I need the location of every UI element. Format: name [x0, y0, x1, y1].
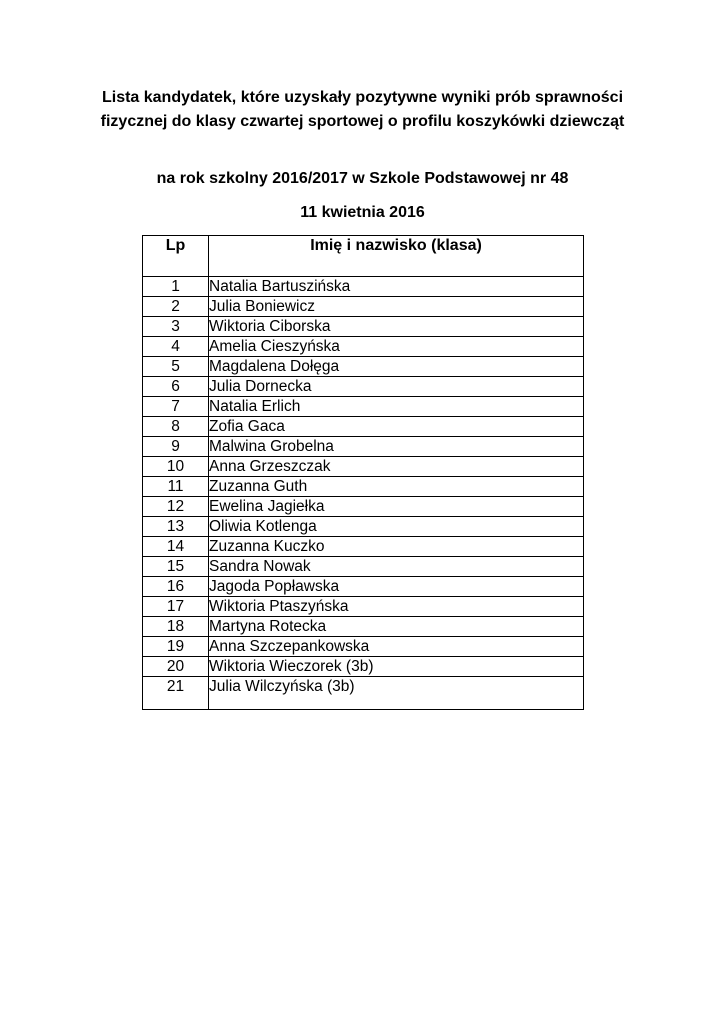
- row-number: 9: [143, 437, 209, 457]
- candidate-name: Julia Dornecka: [209, 377, 584, 397]
- table-row: [143, 457, 584, 477]
- table-row: [143, 337, 584, 357]
- row-number: 15: [143, 557, 209, 577]
- row-number: 18: [143, 617, 209, 637]
- row-number: 5: [143, 357, 209, 377]
- table-row: [143, 437, 584, 457]
- candidate-name: Oliwia Kotlenga: [209, 517, 584, 537]
- row-number: 11: [143, 477, 209, 497]
- candidate-name: Wiktoria Wieczorek (3b): [209, 657, 584, 677]
- table-row: [143, 277, 584, 297]
- table-row: [143, 377, 584, 397]
- row-number: 7: [143, 397, 209, 417]
- row-number: 14: [143, 537, 209, 557]
- table-row: [143, 677, 584, 710]
- table-header-row: [143, 236, 584, 277]
- row-number: 20: [143, 657, 209, 677]
- table-row: [143, 577, 584, 597]
- candidate-name: Magdalena Dołęga: [209, 357, 584, 377]
- row-number: 3: [143, 317, 209, 337]
- candidate-name: Zuzanna Kuczko: [209, 537, 584, 557]
- row-number: 4: [143, 337, 209, 357]
- table-row: [143, 497, 584, 517]
- row-number: 1: [143, 277, 209, 297]
- candidate-name: Anna Szczepankowska: [209, 637, 584, 657]
- table-row: [143, 597, 584, 617]
- row-number: 19: [143, 637, 209, 657]
- candidate-name: Zuzanna Guth: [209, 477, 584, 497]
- row-number: 12: [143, 497, 209, 517]
- candidate-name: Julia Wilczyńska (3b): [209, 677, 584, 710]
- candidate-name: Natalia Bartuszińska: [209, 277, 584, 297]
- document-title: Lista kandydatek, które uzyskały pozytywne wyniki prób sprawności fizycznej do klasy czwartej sportowej o profilu koszykówki dziewcząt: [100, 89, 625, 130]
- candidate-name: Malwina Grobelna: [209, 437, 584, 457]
- table-row: [143, 297, 584, 317]
- table-row: [143, 657, 584, 677]
- candidate-name: Julia Boniewicz: [209, 297, 584, 317]
- table-row: [143, 537, 584, 557]
- candidate-name: Wiktoria Ptaszyńska: [209, 597, 584, 617]
- school-year-line: na rok szkolny 2016/2017 w Szkole Podstawowej nr 48: [156, 170, 569, 187]
- row-number: 16: [143, 577, 209, 597]
- candidate-name: Sandra Nowak: [209, 557, 584, 577]
- candidate-name: Anna Grzeszczak: [209, 457, 584, 477]
- candidates-table: [142, 235, 584, 710]
- candidate-name: Jagoda Popławska: [209, 577, 584, 597]
- row-number: 10: [143, 457, 209, 477]
- table-row: [143, 517, 584, 537]
- table-row: [143, 637, 584, 657]
- row-number: 21: [143, 677, 209, 710]
- document-date: 11 kwietnia 2016: [300, 204, 425, 221]
- row-number: 8: [143, 417, 209, 437]
- row-number: 13: [143, 517, 209, 537]
- table-body: [143, 277, 584, 710]
- table-row: [143, 417, 584, 437]
- column-header-name: Imię i nazwisko (klasa): [209, 236, 584, 277]
- table-row: [143, 397, 584, 417]
- candidate-name: Zofia Gaca: [209, 417, 584, 437]
- table-row: [143, 557, 584, 577]
- candidate-name: Amelia Cieszyńska: [209, 337, 584, 357]
- table-row: [143, 317, 584, 337]
- candidate-name: Martyna Rotecka: [209, 617, 584, 637]
- row-number: 6: [143, 377, 209, 397]
- row-number: 2: [143, 297, 209, 317]
- table-row: [143, 477, 584, 497]
- candidate-name: Natalia Erlich: [209, 397, 584, 417]
- candidate-name: Wiktoria Ciborska: [209, 317, 584, 337]
- row-number: 17: [143, 597, 209, 617]
- table-row: [143, 357, 584, 377]
- candidate-name: Ewelina Jagiełka: [209, 497, 584, 517]
- table-row: [143, 617, 584, 637]
- column-header-lp: Lp: [143, 236, 209, 277]
